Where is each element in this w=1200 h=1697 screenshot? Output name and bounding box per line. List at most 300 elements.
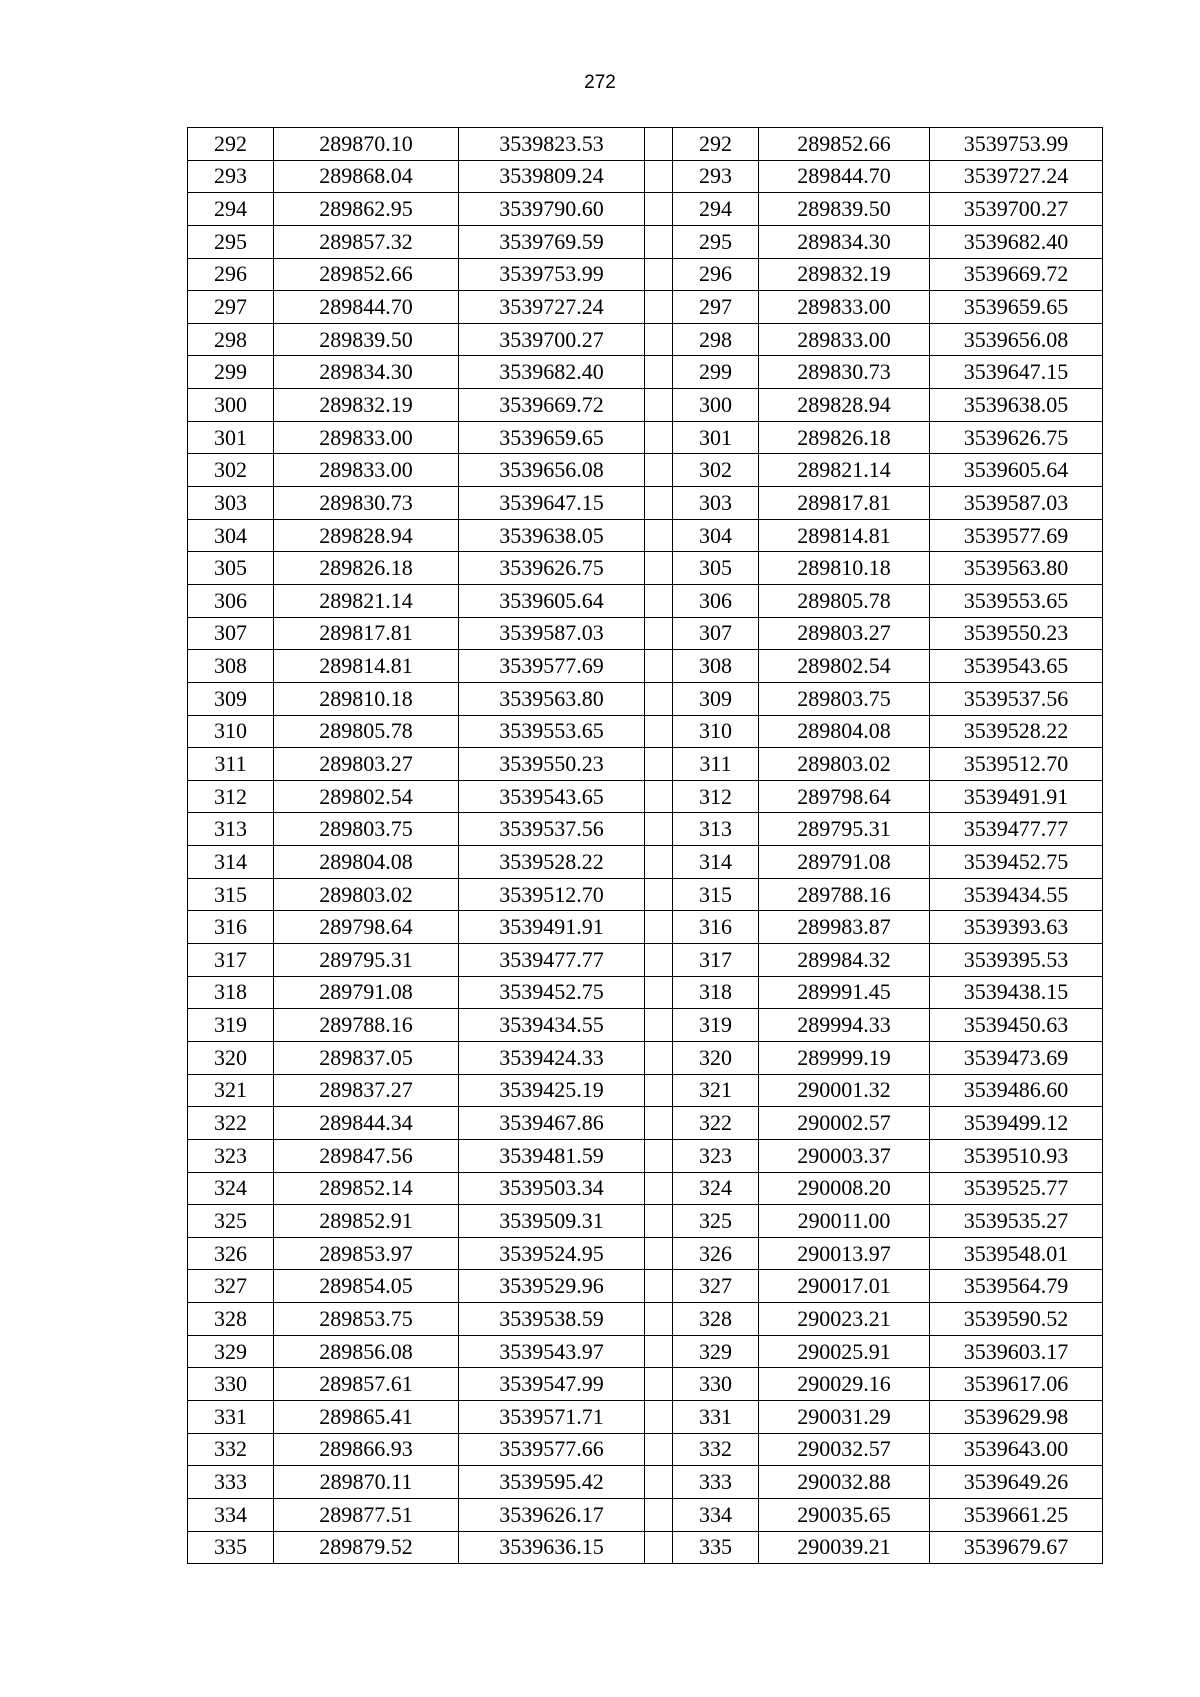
point-number-left: 316: [188, 911, 274, 944]
x-coordinate-left: 289870.11: [274, 1466, 459, 1499]
x-coordinate-left: 289854.05: [274, 1270, 459, 1303]
point-number-right: 312: [673, 780, 759, 813]
y-coordinate-left: 3539425.19: [459, 1074, 645, 1107]
coordinates-table-body: [188, 128, 1103, 1564]
y-coordinate-right: 3539629.98: [930, 1400, 1103, 1433]
point-number-left: 327: [188, 1270, 274, 1303]
point-number-left: 335: [188, 1531, 274, 1564]
table-row: [188, 1466, 1103, 1499]
separator-cell: [645, 1009, 673, 1042]
separator-cell: [645, 1400, 673, 1433]
y-coordinate-left: 3539626.17: [459, 1498, 645, 1531]
y-coordinate-right: 3539700.27: [930, 193, 1103, 226]
separator-cell: [645, 421, 673, 454]
point-number-left: 305: [188, 552, 274, 585]
point-number-right: 331: [673, 1400, 759, 1433]
point-number-right: 333: [673, 1466, 759, 1499]
x-coordinate-left: 289868.04: [274, 160, 459, 193]
table-row: [188, 715, 1103, 748]
x-coordinate-left: 289803.75: [274, 813, 459, 846]
point-number-right: 300: [673, 389, 759, 422]
separator-cell: [645, 911, 673, 944]
y-coordinate-left: 3539538.59: [459, 1303, 645, 1336]
point-number-left: 315: [188, 878, 274, 911]
page-number: 272: [584, 72, 616, 93]
x-coordinate-right: 289803.75: [759, 682, 930, 715]
table-row: [188, 976, 1103, 1009]
separator-cell: [645, 1498, 673, 1531]
point-number-left: 312: [188, 780, 274, 813]
point-number-right: 325: [673, 1205, 759, 1238]
x-coordinate-right: 290039.21: [759, 1531, 930, 1564]
x-coordinate-right: 290031.29: [759, 1400, 930, 1433]
y-coordinate-right: 3539682.40: [930, 225, 1103, 258]
separator-cell: [645, 650, 673, 683]
point-number-left: 328: [188, 1303, 274, 1336]
y-coordinate-right: 3539510.93: [930, 1139, 1103, 1172]
x-coordinate-right: 289830.73: [759, 356, 930, 389]
y-coordinate-right: 3539512.70: [930, 748, 1103, 781]
y-coordinate-right: 3539656.08: [930, 323, 1103, 356]
table-row: [188, 813, 1103, 846]
table-row: [188, 225, 1103, 258]
point-number-left: 294: [188, 193, 274, 226]
x-coordinate-left: 289866.93: [274, 1433, 459, 1466]
separator-cell: [645, 323, 673, 356]
separator-cell: [645, 878, 673, 911]
x-coordinate-left: 289826.18: [274, 552, 459, 585]
point-number-right: 330: [673, 1368, 759, 1401]
separator-cell: [645, 128, 673, 161]
y-coordinate-left: 3539509.31: [459, 1205, 645, 1238]
x-coordinate-left: 289852.14: [274, 1172, 459, 1205]
x-coordinate-right: 290002.57: [759, 1107, 930, 1140]
point-number-right: 309: [673, 682, 759, 715]
x-coordinate-left: 289805.78: [274, 715, 459, 748]
table-row: [188, 1498, 1103, 1531]
point-number-left: 320: [188, 1041, 274, 1074]
separator-cell: [645, 1139, 673, 1172]
table-row: [188, 1107, 1103, 1140]
point-number-left: 329: [188, 1335, 274, 1368]
y-coordinate-right: 3539679.67: [930, 1531, 1103, 1564]
point-number-right: 314: [673, 846, 759, 879]
point-number-right: 303: [673, 487, 759, 520]
separator-cell: [645, 225, 673, 258]
point-number-left: 299: [188, 356, 274, 389]
table-row: [188, 1335, 1103, 1368]
x-coordinate-left: 289791.08: [274, 976, 459, 1009]
table-row: [188, 1531, 1103, 1564]
point-number-right: 332: [673, 1433, 759, 1466]
separator-cell: [645, 976, 673, 1009]
point-number-left: 298: [188, 323, 274, 356]
x-coordinate-left: 289828.94: [274, 519, 459, 552]
y-coordinate-left: 3539823.53: [459, 128, 645, 161]
y-coordinate-right: 3539450.63: [930, 1009, 1103, 1042]
separator-cell: [645, 258, 673, 291]
y-coordinate-left: 3539669.72: [459, 389, 645, 422]
point-number-right: 302: [673, 454, 759, 487]
table-row: [188, 617, 1103, 650]
x-coordinate-right: 289814.81: [759, 519, 930, 552]
y-coordinate-right: 3539617.06: [930, 1368, 1103, 1401]
table-row: [188, 454, 1103, 487]
y-coordinate-left: 3539647.15: [459, 487, 645, 520]
point-number-left: 330: [188, 1368, 274, 1401]
separator-cell: [645, 1433, 673, 1466]
y-coordinate-right: 3539528.22: [930, 715, 1103, 748]
point-number-right: 328: [673, 1303, 759, 1336]
separator-cell: [645, 780, 673, 813]
x-coordinate-left: 289844.34: [274, 1107, 459, 1140]
x-coordinate-left: 289839.50: [274, 323, 459, 356]
x-coordinate-left: 289865.41: [274, 1400, 459, 1433]
x-coordinate-left: 289814.81: [274, 650, 459, 683]
y-coordinate-right: 3539590.52: [930, 1303, 1103, 1336]
y-coordinate-right: 3539393.63: [930, 911, 1103, 944]
point-number-left: 334: [188, 1498, 274, 1531]
point-number-right: 308: [673, 650, 759, 683]
table-row: [188, 291, 1103, 324]
table-row: [188, 584, 1103, 617]
y-coordinate-left: 3539753.99: [459, 258, 645, 291]
y-coordinate-left: 3539571.71: [459, 1400, 645, 1433]
x-coordinate-right: 290023.21: [759, 1303, 930, 1336]
y-coordinate-right: 3539395.53: [930, 944, 1103, 977]
y-coordinate-left: 3539563.80: [459, 682, 645, 715]
y-coordinate-left: 3539605.64: [459, 584, 645, 617]
table-row: [188, 1400, 1103, 1433]
point-number-left: 319: [188, 1009, 274, 1042]
point-number-right: 301: [673, 421, 759, 454]
point-number-left: 314: [188, 846, 274, 879]
x-coordinate-left: 289802.54: [274, 780, 459, 813]
point-number-right: 329: [673, 1335, 759, 1368]
x-coordinate-left: 289837.05: [274, 1041, 459, 1074]
x-coordinate-left: 289803.27: [274, 748, 459, 781]
x-coordinate-right: 289803.27: [759, 617, 930, 650]
x-coordinate-right: 289852.66: [759, 128, 930, 161]
point-number-right: 295: [673, 225, 759, 258]
x-coordinate-right: 290025.91: [759, 1335, 930, 1368]
y-coordinate-right: 3539727.24: [930, 160, 1103, 193]
y-coordinate-right: 3539537.56: [930, 682, 1103, 715]
point-number-right: 321: [673, 1074, 759, 1107]
table-row: [188, 1074, 1103, 1107]
table-row: [188, 650, 1103, 683]
y-coordinate-right: 3539477.77: [930, 813, 1103, 846]
y-coordinate-left: 3539659.65: [459, 421, 645, 454]
y-coordinate-right: 3539543.65: [930, 650, 1103, 683]
x-coordinate-right: 290011.00: [759, 1205, 930, 1238]
point-number-left: 308: [188, 650, 274, 683]
y-coordinate-left: 3539543.65: [459, 780, 645, 813]
x-coordinate-right: 290032.57: [759, 1433, 930, 1466]
table-row: [188, 356, 1103, 389]
separator-cell: [645, 1041, 673, 1074]
x-coordinate-right: 290003.37: [759, 1139, 930, 1172]
y-coordinate-left: 3539424.33: [459, 1041, 645, 1074]
y-coordinate-right: 3539499.12: [930, 1107, 1103, 1140]
point-number-left: 325: [188, 1205, 274, 1238]
x-coordinate-right: 289839.50: [759, 193, 930, 226]
separator-cell: [645, 584, 673, 617]
x-coordinate-left: 289870.10: [274, 128, 459, 161]
table-row: [188, 748, 1103, 781]
table-row: [188, 421, 1103, 454]
x-coordinate-left: 289856.08: [274, 1335, 459, 1368]
x-coordinate-right: 289844.70: [759, 160, 930, 193]
y-coordinate-left: 3539529.96: [459, 1270, 645, 1303]
y-coordinate-left: 3539626.75: [459, 552, 645, 585]
point-number-left: 306: [188, 584, 274, 617]
y-coordinate-right: 3539486.60: [930, 1074, 1103, 1107]
point-number-left: 296: [188, 258, 274, 291]
y-coordinate-right: 3539438.15: [930, 976, 1103, 1009]
point-number-left: 302: [188, 454, 274, 487]
x-coordinate-right: 289795.31: [759, 813, 930, 846]
point-number-right: 304: [673, 519, 759, 552]
y-coordinate-left: 3539727.24: [459, 291, 645, 324]
point-number-left: 300: [188, 389, 274, 422]
y-coordinate-left: 3539491.91: [459, 911, 645, 944]
y-coordinate-left: 3539587.03: [459, 617, 645, 650]
y-coordinate-left: 3539512.70: [459, 878, 645, 911]
x-coordinate-left: 289847.56: [274, 1139, 459, 1172]
y-coordinate-left: 3539656.08: [459, 454, 645, 487]
separator-cell: [645, 454, 673, 487]
y-coordinate-left: 3539452.75: [459, 976, 645, 1009]
y-coordinate-left: 3539537.56: [459, 813, 645, 846]
separator-cell: [645, 389, 673, 422]
separator-cell: [645, 1335, 673, 1368]
point-number-right: 335: [673, 1531, 759, 1564]
separator-cell: [645, 356, 673, 389]
table-row: [188, 519, 1103, 552]
separator-cell: [645, 1205, 673, 1238]
point-number-right: 298: [673, 323, 759, 356]
separator-cell: [645, 944, 673, 977]
table-row: [188, 878, 1103, 911]
point-number-right: 317: [673, 944, 759, 977]
x-coordinate-left: 289857.61: [274, 1368, 459, 1401]
point-number-left: 333: [188, 1466, 274, 1499]
x-coordinate-left: 289852.66: [274, 258, 459, 291]
point-number-left: 303: [188, 487, 274, 520]
x-coordinate-left: 289833.00: [274, 454, 459, 487]
y-coordinate-right: 3539553.65: [930, 584, 1103, 617]
x-coordinate-right: 289803.02: [759, 748, 930, 781]
point-number-left: 304: [188, 519, 274, 552]
point-number-left: 331: [188, 1400, 274, 1433]
x-coordinate-left: 289804.08: [274, 846, 459, 879]
x-coordinate-left: 289832.19: [274, 389, 459, 422]
point-number-right: 313: [673, 813, 759, 846]
table-row: [188, 1237, 1103, 1270]
x-coordinate-right: 289828.94: [759, 389, 930, 422]
x-coordinate-right: 289798.64: [759, 780, 930, 813]
y-coordinate-right: 3539550.23: [930, 617, 1103, 650]
separator-cell: [645, 1368, 673, 1401]
point-number-left: 292: [188, 128, 274, 161]
y-coordinate-left: 3539543.97: [459, 1335, 645, 1368]
table-row: [188, 1139, 1103, 1172]
y-coordinate-right: 3539649.26: [930, 1466, 1103, 1499]
y-coordinate-right: 3539626.75: [930, 421, 1103, 454]
y-coordinate-right: 3539525.77: [930, 1172, 1103, 1205]
point-number-left: 311: [188, 748, 274, 781]
x-coordinate-left: 289857.32: [274, 225, 459, 258]
x-coordinate-left: 289798.64: [274, 911, 459, 944]
separator-cell: [645, 487, 673, 520]
y-coordinate-right: 3539661.25: [930, 1498, 1103, 1531]
point-number-right: 307: [673, 617, 759, 650]
table-row: [188, 1368, 1103, 1401]
x-coordinate-left: 289853.75: [274, 1303, 459, 1336]
x-coordinate-right: 289991.45: [759, 976, 930, 1009]
y-coordinate-left: 3539682.40: [459, 356, 645, 389]
point-number-left: 318: [188, 976, 274, 1009]
x-coordinate-left: 289877.51: [274, 1498, 459, 1531]
point-number-left: 307: [188, 617, 274, 650]
separator-cell: [645, 715, 673, 748]
x-coordinate-right: 289832.19: [759, 258, 930, 291]
x-coordinate-right: 290029.16: [759, 1368, 930, 1401]
y-coordinate-right: 3539753.99: [930, 128, 1103, 161]
separator-cell: [645, 1466, 673, 1499]
y-coordinate-left: 3539553.65: [459, 715, 645, 748]
x-coordinate-right: 290032.88: [759, 1466, 930, 1499]
point-number-left: 301: [188, 421, 274, 454]
x-coordinate-right: 289821.14: [759, 454, 930, 487]
y-coordinate-left: 3539547.99: [459, 1368, 645, 1401]
point-number-right: 323: [673, 1139, 759, 1172]
point-number-right: 311: [673, 748, 759, 781]
point-number-right: 322: [673, 1107, 759, 1140]
x-coordinate-left: 289837.27: [274, 1074, 459, 1107]
separator-cell: [645, 846, 673, 879]
table-row: [188, 128, 1103, 161]
y-coordinate-left: 3539638.05: [459, 519, 645, 552]
point-number-right: 319: [673, 1009, 759, 1042]
y-coordinate-right: 3539491.91: [930, 780, 1103, 813]
y-coordinate-right: 3539643.00: [930, 1433, 1103, 1466]
y-coordinate-left: 3539550.23: [459, 748, 645, 781]
point-number-right: 315: [673, 878, 759, 911]
y-coordinate-right: 3539577.69: [930, 519, 1103, 552]
y-coordinate-left: 3539477.77: [459, 944, 645, 977]
point-number-left: 310: [188, 715, 274, 748]
x-coordinate-right: 289817.81: [759, 487, 930, 520]
separator-cell: [645, 1107, 673, 1140]
point-number-right: 305: [673, 552, 759, 585]
x-coordinate-right: 289833.00: [759, 323, 930, 356]
x-coordinate-left: 289821.14: [274, 584, 459, 617]
point-number-left: 324: [188, 1172, 274, 1205]
table-row: [188, 780, 1103, 813]
table-row: [188, 1009, 1103, 1042]
x-coordinate-right: 289805.78: [759, 584, 930, 617]
x-coordinate-right: 290013.97: [759, 1237, 930, 1270]
x-coordinate-right: 290001.32: [759, 1074, 930, 1107]
separator-cell: [645, 519, 673, 552]
x-coordinate-left: 289833.00: [274, 421, 459, 454]
separator-cell: [645, 160, 673, 193]
x-coordinate-right: 289984.32: [759, 944, 930, 977]
table-row: [188, 1172, 1103, 1205]
table-row: [188, 160, 1103, 193]
table-row: [188, 1041, 1103, 1074]
x-coordinate-right: 289802.54: [759, 650, 930, 683]
table-row: [188, 846, 1103, 879]
x-coordinate-right: 290017.01: [759, 1270, 930, 1303]
separator-cell: [645, 1531, 673, 1564]
point-number-right: 324: [673, 1172, 759, 1205]
separator-cell: [645, 552, 673, 585]
y-coordinate-left: 3539481.59: [459, 1139, 645, 1172]
table-row: [188, 193, 1103, 226]
y-coordinate-right: 3539434.55: [930, 878, 1103, 911]
x-coordinate-right: 289810.18: [759, 552, 930, 585]
y-coordinate-left: 3539528.22: [459, 846, 645, 879]
point-number-right: 334: [673, 1498, 759, 1531]
point-number-right: 292: [673, 128, 759, 161]
x-coordinate-right: 289994.33: [759, 1009, 930, 1042]
table-row: [188, 944, 1103, 977]
x-coordinate-left: 289834.30: [274, 356, 459, 389]
point-number-right: 306: [673, 584, 759, 617]
coordinates-table: [187, 127, 1103, 1564]
x-coordinate-left: 289810.18: [274, 682, 459, 715]
separator-cell: [645, 813, 673, 846]
point-number-right: 318: [673, 976, 759, 1009]
y-coordinate-right: 3539563.80: [930, 552, 1103, 585]
x-coordinate-right: 289983.87: [759, 911, 930, 944]
x-coordinate-right: 289791.08: [759, 846, 930, 879]
point-number-left: 323: [188, 1139, 274, 1172]
x-coordinate-right: 289833.00: [759, 291, 930, 324]
y-coordinate-right: 3539647.15: [930, 356, 1103, 389]
point-number-right: 316: [673, 911, 759, 944]
x-coordinate-left: 289852.91: [274, 1205, 459, 1238]
separator-cell: [645, 617, 673, 650]
separator-cell: [645, 1237, 673, 1270]
y-coordinate-left: 3539790.60: [459, 193, 645, 226]
y-coordinate-left: 3539809.24: [459, 160, 645, 193]
y-coordinate-right: 3539564.79: [930, 1270, 1103, 1303]
x-coordinate-left: 289853.97: [274, 1237, 459, 1270]
table-row: [188, 911, 1103, 944]
point-number-right: 326: [673, 1237, 759, 1270]
y-coordinate-right: 3539605.64: [930, 454, 1103, 487]
x-coordinate-left: 289879.52: [274, 1531, 459, 1564]
y-coordinate-right: 3539638.05: [930, 389, 1103, 422]
y-coordinate-right: 3539548.01: [930, 1237, 1103, 1270]
point-number-right: 299: [673, 356, 759, 389]
y-coordinate-left: 3539700.27: [459, 323, 645, 356]
y-coordinate-left: 3539577.69: [459, 650, 645, 683]
y-coordinate-left: 3539577.66: [459, 1433, 645, 1466]
point-number-right: 294: [673, 193, 759, 226]
x-coordinate-left: 289803.02: [274, 878, 459, 911]
point-number-left: 326: [188, 1237, 274, 1270]
y-coordinate-right: 3539452.75: [930, 846, 1103, 879]
separator-cell: [645, 193, 673, 226]
point-number-right: 320: [673, 1041, 759, 1074]
y-coordinate-right: 3539535.27: [930, 1205, 1103, 1238]
y-coordinate-left: 3539524.95: [459, 1237, 645, 1270]
